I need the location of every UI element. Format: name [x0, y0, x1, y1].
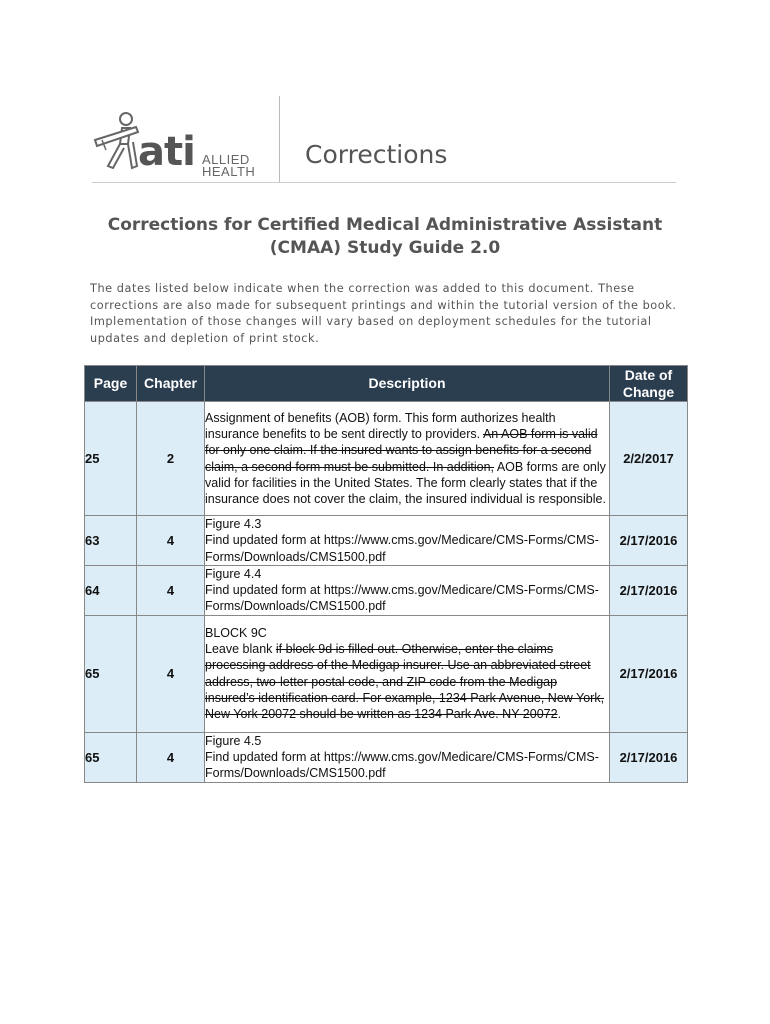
- ati-allied-health-logo: [92, 110, 272, 179]
- description-figure: Figure 4.3: [205, 517, 262, 531]
- table-row: [85, 402, 688, 516]
- header-title: Corrections: [305, 140, 448, 169]
- intro-paragraph: The dates listed below indicate when the correction was added to this document. These corrections are also made for subsequent printings and within the tutorial version of the book. Implementation of those changes will vary based on deployment schedules for the tutorial updates and depletion of print stock.: [90, 282, 677, 345]
- row-date: 2/17/2016: [610, 615, 688, 732]
- row-description: [205, 516, 610, 566]
- corrections-table: [84, 365, 688, 783]
- document-header: [92, 96, 676, 184]
- row-description: [205, 615, 610, 732]
- row-page: 25: [85, 402, 137, 516]
- row-description: [205, 402, 610, 516]
- header-page: Page: [85, 366, 137, 402]
- description-block: BLOCK 9C: [205, 625, 267, 640]
- row-chapter: 2: [137, 402, 205, 516]
- description-text: Leave blank: [205, 642, 276, 657]
- description-text: .: [557, 707, 562, 722]
- document-title-line2: (CMAA) Study Guide 2.0: [269, 238, 501, 258]
- logo-sub-line1: ALLIED: [202, 152, 250, 167]
- table-row: [85, 732, 688, 782]
- row-chapter: 4: [137, 615, 205, 732]
- description-figure: Figure 4.4: [205, 566, 262, 581]
- table-row: [85, 565, 688, 615]
- description-text: Find updated form at https://www.cms.gov/Medicare/CMS-Forms/CMS-Forms/Downloads/CMS1500.pdf: [205, 750, 599, 781]
- description-figure: Figure 4.5: [205, 733, 262, 748]
- row-page: 65: [85, 732, 137, 782]
- row-page: 63: [85, 516, 137, 566]
- row-chapter: 4: [137, 565, 205, 615]
- row-date: 2/17/2016: [610, 565, 688, 615]
- description-text: Find updated form at https://www.cms.gov/Medicare/CMS-Forms/CMS-Forms/Downloads/CMS1500.pdf: [205, 583, 599, 614]
- header-date-of-change: [610, 366, 688, 402]
- table-row: [85, 516, 688, 566]
- header-date-line1: Date of: [624, 366, 673, 383]
- row-page: 64: [85, 565, 137, 615]
- row-page: 65: [85, 615, 137, 732]
- header-date-line2: Change: [622, 383, 675, 400]
- row-description: [205, 732, 610, 782]
- row-date: 2/2/2017: [610, 402, 688, 516]
- document-title: [90, 214, 680, 260]
- row-chapter: 4: [137, 516, 205, 566]
- header-divider: [279, 96, 280, 182]
- description-strikethrough: An AOB form is valid for only one claim. If the insured wants to assign benefits for a second claim, a second form must be submitted. In addition,: [205, 426, 598, 474]
- row-description: [205, 565, 610, 615]
- description-text: AOB forms are only valid for facilities in the United States. The form clearly states that if the insurance does not cover the claim, the insured individual is responsible.: [205, 459, 606, 507]
- logo-sub-line2: HEALTH: [202, 164, 256, 179]
- table-row: [85, 615, 688, 732]
- document-title-line1: Corrections for Certified Medical Administrative Assistant: [107, 215, 663, 235]
- row-date: 2/17/2016: [610, 732, 688, 782]
- row-date: 2/17/2016: [610, 516, 688, 566]
- row-chapter: 4: [137, 732, 205, 782]
- logo-brand-text: ati: [138, 129, 195, 175]
- description-text: Find updated form at https://www.cms.gov/Medicare/CMS-Forms/CMS-Forms/Downloads/CMS1500.pdf: [205, 533, 599, 564]
- header-chapter: Chapter: [137, 366, 205, 402]
- description-strikethrough: if block 9d is filled out. Otherwise, enter the claims processing address of the Medigap insurer. Use an abbreviated street address, two-letter postal code, and ZIP code from the Medigap insured’s identification card. For example, 1234 Park Avenue, New York, New York 20072 should be written as 1234 Park Ave. NY 20072: [205, 642, 605, 722]
- header-description: Description: [205, 366, 610, 402]
- description-text: Assignment of benefits (AOB) form. This form authorizes health insurance benefits to be sent directly to providers.: [205, 410, 556, 441]
- table-header-row: [85, 366, 688, 402]
- logo-subtitle: [202, 154, 255, 178]
- header-rule: [92, 182, 676, 183]
